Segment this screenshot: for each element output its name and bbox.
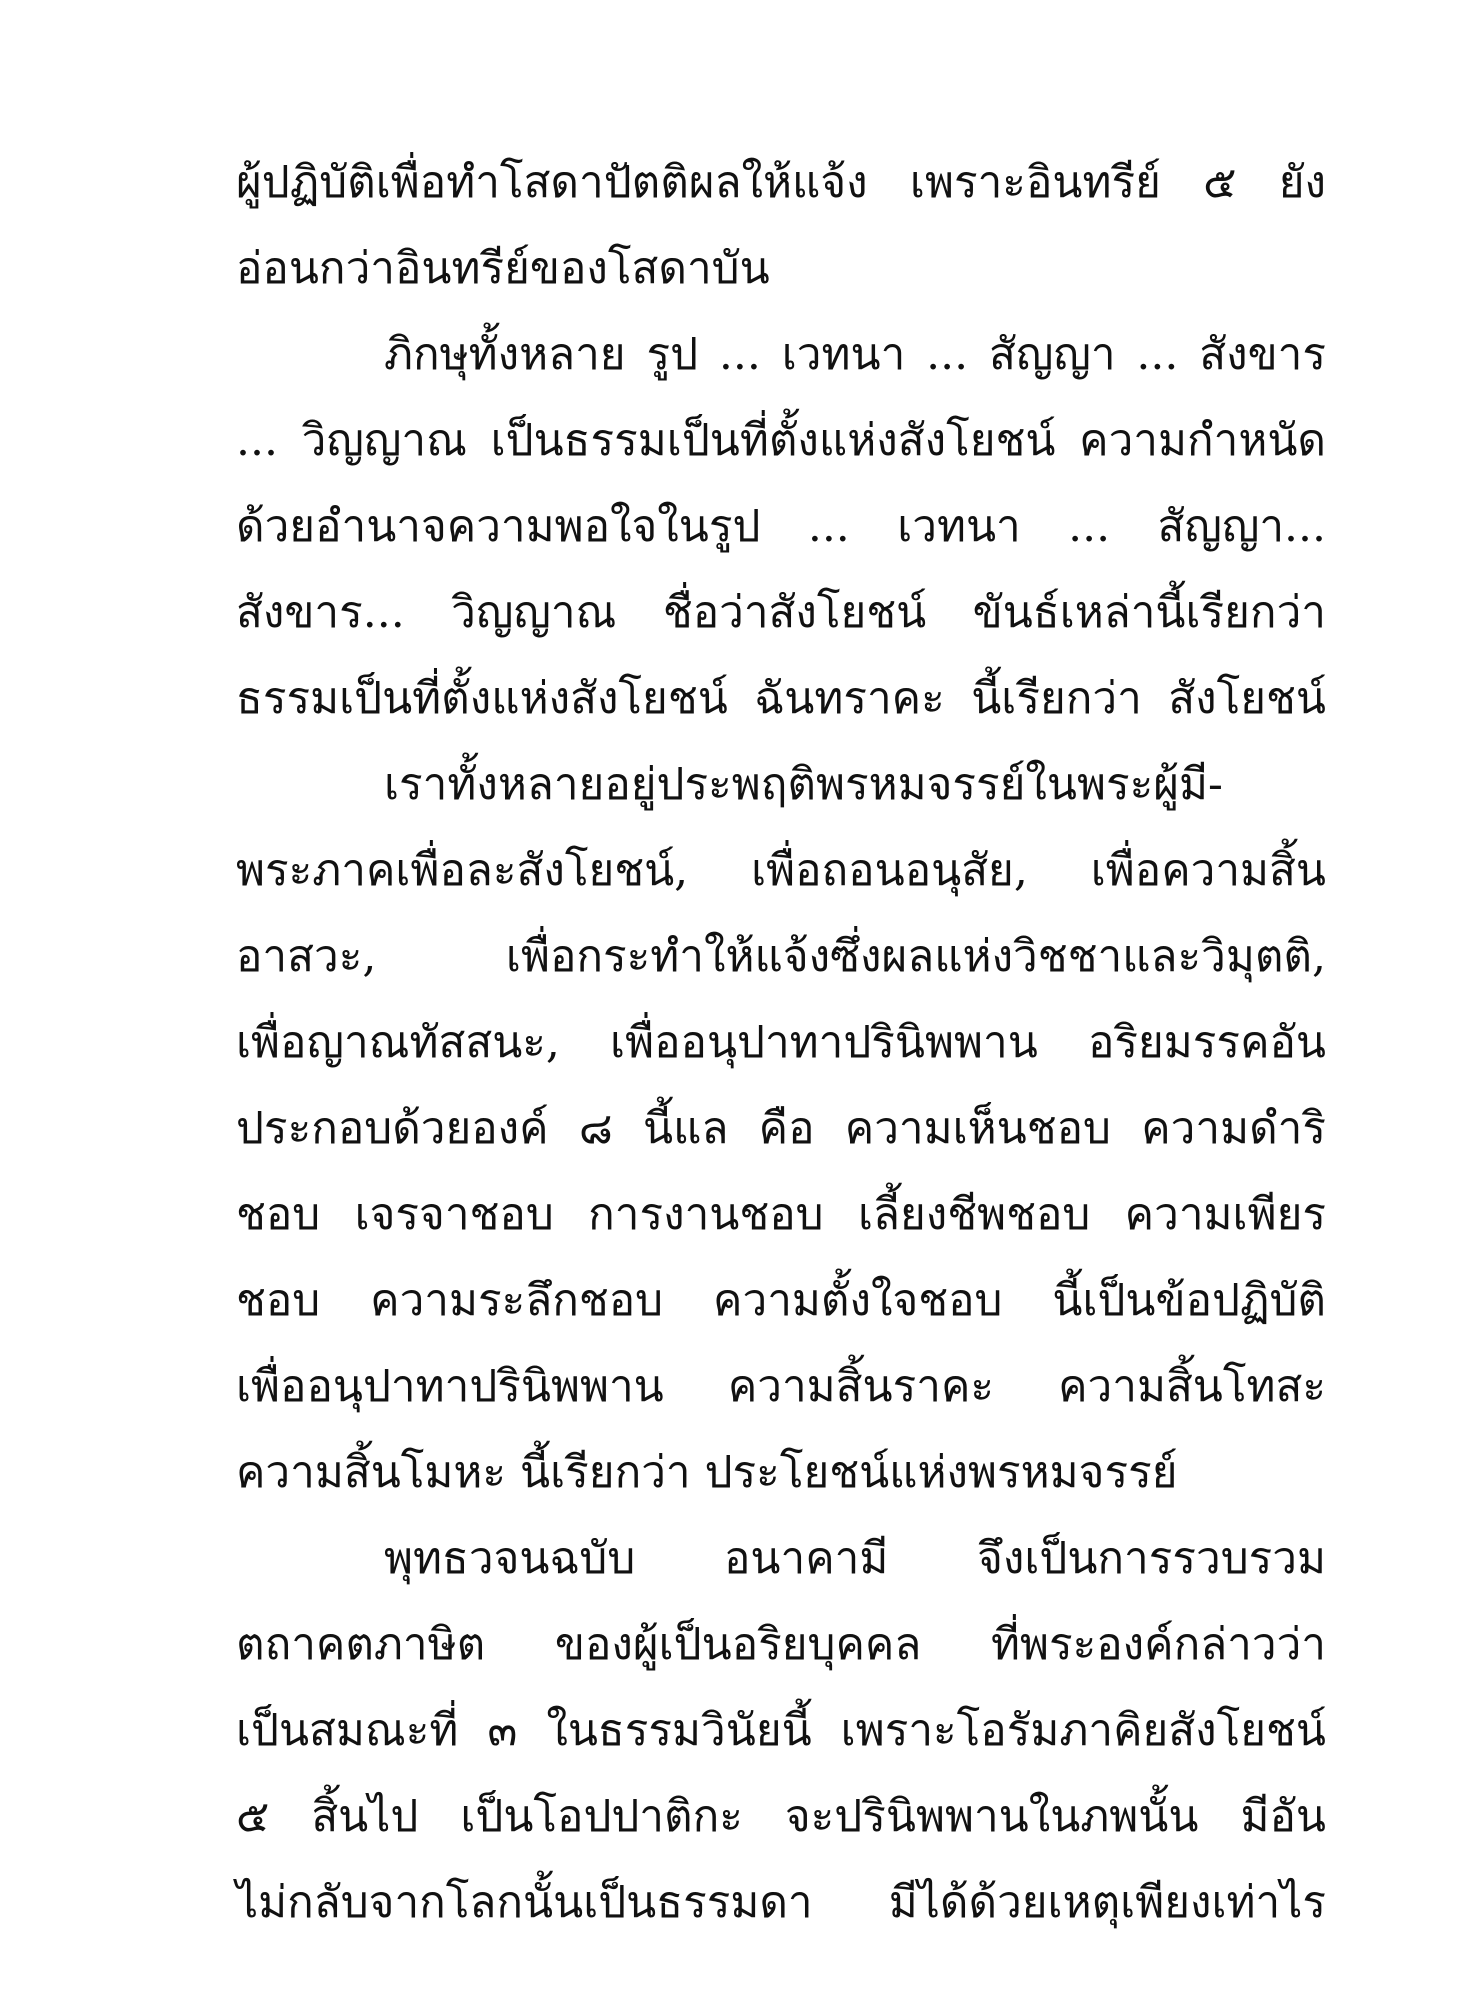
text-line: ประกอบด้วยองค์ ๘ นี้แล คือ ความเห็นชอบ ความดำริ [236,1103,1326,1154]
text-line: เพื่อญาณทัสสนะ, เพื่ออนุปาทาปรินิพพาน อริยมรรคอัน [236,1017,1326,1068]
body-text [236,140,1326,1946]
text-line: ความสิ้นโมหะ นี้เรียกว่า ประโยชน์แห่งพรหมจรรย์ [236,1447,1178,1498]
text-line: ชอบ เจรจาชอบ การงานชอบ เลี้ยงชีพชอบ ความเพียร [236,1189,1326,1240]
text-line: ๕ สิ้นไป เป็นโอปปาติกะ จะปรินิพพานในภพนั้น มีอัน [236,1791,1326,1842]
paragraph-first-line: ภิกษุทั้งหลาย รูป ... เวทนา ... สัญญา ... สังขาร [384,329,1326,380]
text-line: ธรรมเป็นที่ตั้งแห่งสังโยชน์ ฉันทราคะ นี้เรียกว่า สังโยชน์ [236,673,1326,724]
text-line: ไม่กลับจากโลกนั้นเป็นธรรมดา มีได้ด้วยเหตุเพียงเท่าไร [236,1877,1326,1928]
text-line: ผู้ปฏิบัติเพื่อทำโสดาปัตติผลให้แจ้ง เพราะอินทรีย์ ๕ ยัง [236,157,1326,208]
paragraph-first-line: เราทั้งหลายอยู่ประพฤติพรหมจรรย์ในพระผู้มี- [384,759,1223,810]
text-line: เพื่ออนุปาทาปรินิพพาน ความสิ้นราคะ ความสิ้นโทสะ [236,1361,1326,1412]
text-line: ชอบ ความระลึกชอบ ความตั้งใจชอบ นี้เป็นข้อปฏิบัติ [236,1275,1326,1326]
text-line: ... วิญญาณ เป็นธรรมเป็นที่ตั้งแห่งสังโยชน์ ความกำหนัด [236,415,1326,466]
text-line: ตถาคตภาษิต ของผู้เป็นอริยบุคคล ที่พระองค์กล่าวว่า [236,1619,1326,1670]
text-line: อ่อนกว่าอินทรีย์ของโสดาบัน [236,243,770,294]
text-line: เป็นสมณะที่ ๓ ในธรรมวินัยนี้ เพราะโอรัมภาคิยสังโยชน์ [236,1705,1326,1756]
paragraph-first-line: พุทธวจนฉบับ อนาคามี จึงเป็นการรวบรวม [384,1533,1326,1584]
text-line: พระภาคเพื่อละสังโยชน์, เพื่อถอนอนุสัย, เพื่อความสิ้น [236,845,1326,896]
text-line: สังขาร... วิญญาณ ชื่อว่าสังโยชน์ ขันธ์เหล่านี้เรียกว่า [236,587,1326,638]
text-line: ด้วยอำนาจความพอใจในรูป ... เวทนา ... สัญญา... [236,501,1326,552]
text-line: อาสวะ, เพื่อกระทำให้แจ้งซึ่งผลแห่งวิชชาและวิมุตติ, [236,931,1326,982]
